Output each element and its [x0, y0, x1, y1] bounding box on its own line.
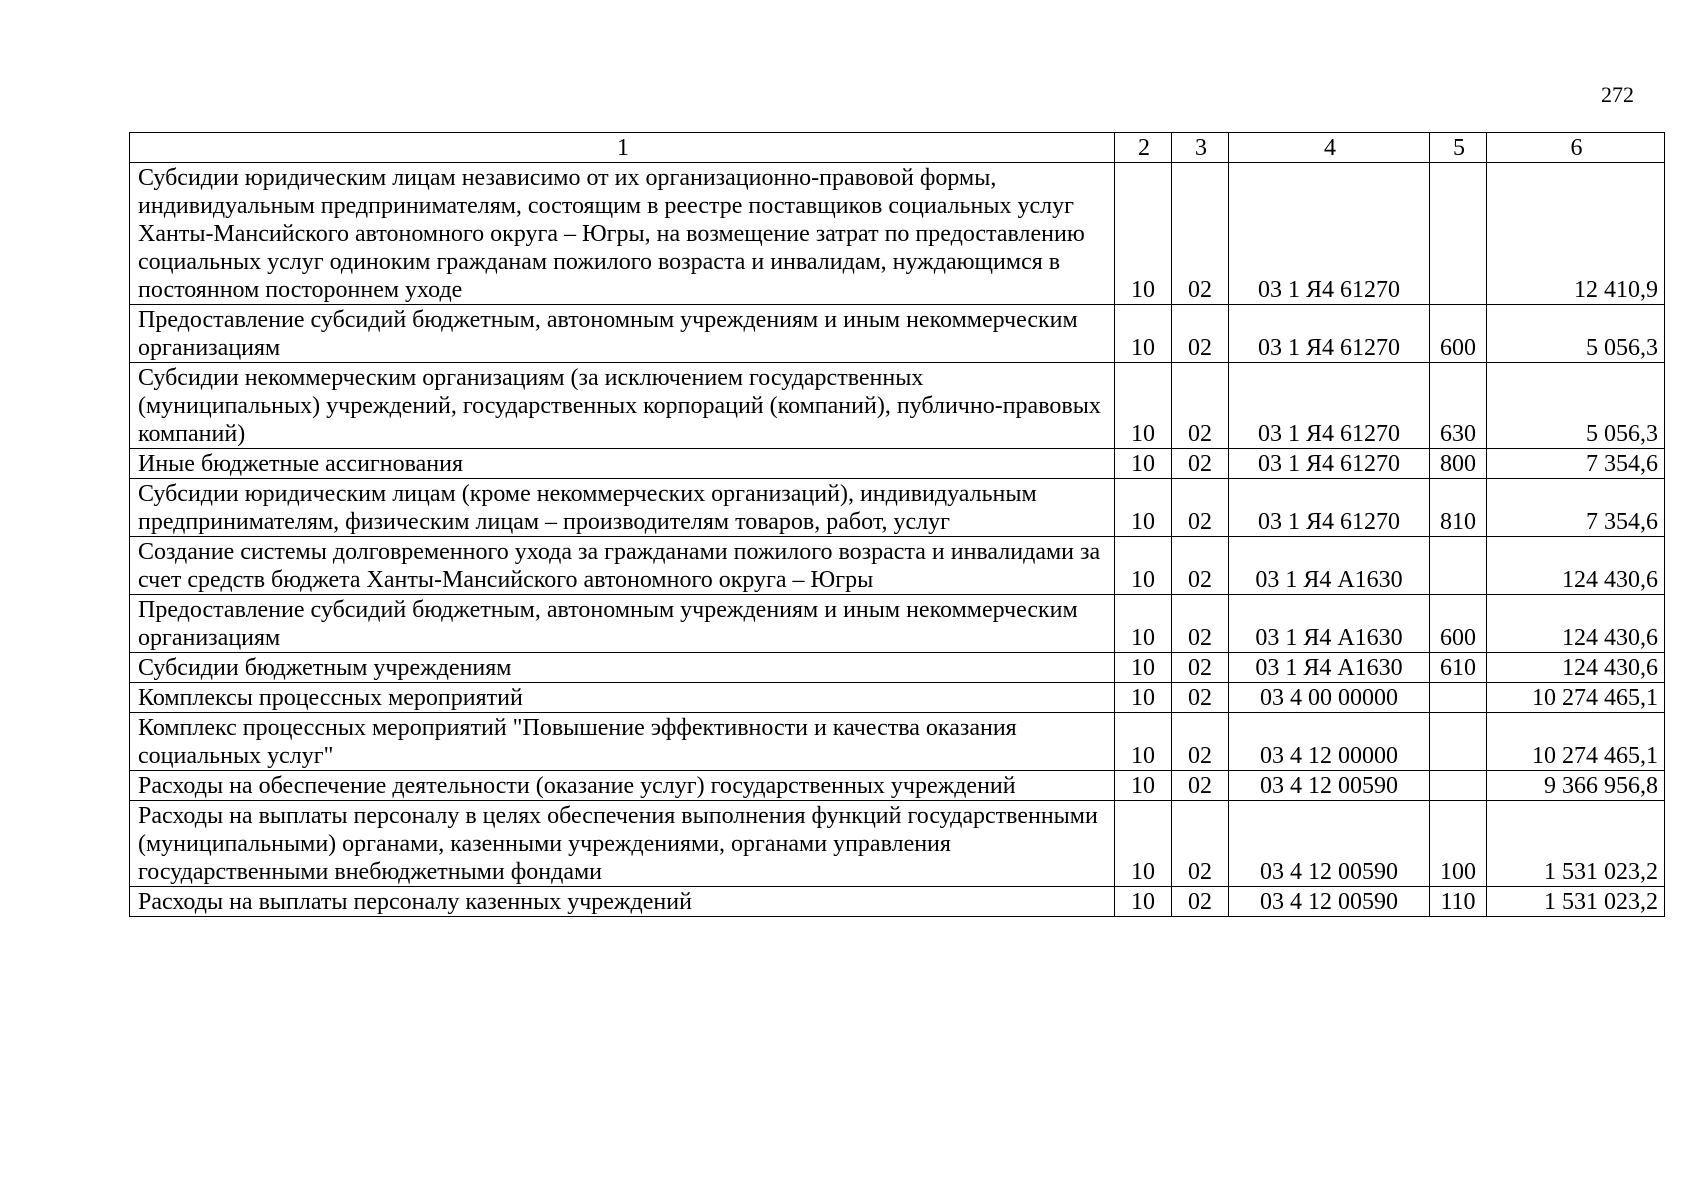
row-section: 10	[1115, 713, 1172, 771]
row-amount: 1 531 023,2	[1487, 801, 1665, 887]
row-section: 10	[1115, 683, 1172, 713]
row-target-article: 03 4 12 00590	[1229, 801, 1430, 887]
row-description: Предоставление субсидий бюджетным, автономным учреждениям и иным некоммерческим организациям	[130, 305, 1115, 363]
row-expense-type: 600	[1430, 595, 1487, 653]
row-subsection: 02	[1172, 771, 1229, 801]
table-row	[130, 595, 1665, 653]
header-col-5: 5	[1430, 133, 1487, 163]
table-row	[130, 449, 1665, 479]
row-section: 10	[1115, 771, 1172, 801]
row-description: Субсидии юридическим лицам независимо от их организационно-правовой формы, индивидуальным предпринимателям, состоящим в реестре поставщиков социальных услуг Ханты-Мансийского автономного округа – Югры, на возмещение затрат по предоставлению социальных услуг одиноким гражданам пожилого возраста и инвалидам, нуждающимся в постоянном постороннем уходе	[130, 163, 1115, 305]
row-amount: 5 056,3	[1487, 305, 1665, 363]
row-expense-type	[1430, 163, 1487, 305]
row-target-article: 03 1 Я4 А1630	[1229, 537, 1430, 595]
row-section: 10	[1115, 479, 1172, 537]
page-number: 272	[1601, 82, 1634, 107]
row-section: 10	[1115, 163, 1172, 305]
row-description: Иные бюджетные ассигнования	[130, 449, 1115, 479]
table-row	[130, 653, 1665, 683]
row-description: Комплекс процессных мероприятий "Повышение эффективности и качества оказания социальных услуг"	[130, 713, 1115, 771]
row-section: 10	[1115, 537, 1172, 595]
row-subsection: 02	[1172, 713, 1229, 771]
row-target-article: 03 4 12 00590	[1229, 887, 1430, 917]
header-col-1: 1	[130, 133, 1115, 163]
header-col-4: 4	[1229, 133, 1430, 163]
table-row	[130, 713, 1665, 771]
row-amount: 1 531 023,2	[1487, 887, 1665, 917]
row-amount: 12 410,9	[1487, 163, 1665, 305]
table-body	[130, 163, 1665, 917]
row-section: 10	[1115, 305, 1172, 363]
row-subsection: 02	[1172, 163, 1229, 305]
row-amount: 10 274 465,1	[1487, 683, 1665, 713]
row-description: Субсидии бюджетным учреждениям	[130, 653, 1115, 683]
row-section: 10	[1115, 449, 1172, 479]
row-target-article: 03 1 Я4 61270	[1229, 363, 1430, 449]
row-target-article: 03 1 Я4 61270	[1229, 305, 1430, 363]
row-expense-type: 630	[1430, 363, 1487, 449]
row-target-article: 03 1 Я4 61270	[1229, 479, 1430, 537]
row-amount: 124 430,6	[1487, 595, 1665, 653]
table-row	[130, 537, 1665, 595]
row-section: 10	[1115, 887, 1172, 917]
row-description: Субсидии некоммерческим организациям (за исключением государственных (муниципальных) учреждений, государственных корпораций (компаний), публично-правовых компаний)	[130, 363, 1115, 449]
table-row	[130, 305, 1665, 363]
table-row	[130, 479, 1665, 537]
table-row	[130, 683, 1665, 713]
row-expense-type: 100	[1430, 801, 1487, 887]
header-col-3: 3	[1172, 133, 1229, 163]
row-amount: 124 430,6	[1487, 537, 1665, 595]
header-col-2: 2	[1115, 133, 1172, 163]
row-description: Комплексы процессных мероприятий	[130, 683, 1115, 713]
table-row	[130, 363, 1665, 449]
row-subsection: 02	[1172, 595, 1229, 653]
row-subsection: 02	[1172, 887, 1229, 917]
row-subsection: 02	[1172, 363, 1229, 449]
row-expense-type: 800	[1430, 449, 1487, 479]
row-target-article: 03 4 12 00590	[1229, 771, 1430, 801]
row-target-article: 03 1 Я4 61270	[1229, 449, 1430, 479]
row-target-article: 03 1 Я4 А1630	[1229, 653, 1430, 683]
row-expense-type: 110	[1430, 887, 1487, 917]
table-row	[130, 887, 1665, 917]
row-amount: 7 354,6	[1487, 449, 1665, 479]
row-section: 10	[1115, 363, 1172, 449]
row-amount: 124 430,6	[1487, 653, 1665, 683]
row-subsection: 02	[1172, 479, 1229, 537]
table-row	[130, 163, 1665, 305]
row-description: Расходы на обеспечение деятельности (оказание услуг) государственных учреждений	[130, 771, 1115, 801]
header-col-6: 6	[1487, 133, 1665, 163]
row-subsection: 02	[1172, 683, 1229, 713]
row-subsection: 02	[1172, 653, 1229, 683]
budget-table	[129, 132, 1665, 917]
row-expense-type	[1430, 683, 1487, 713]
row-description: Расходы на выплаты персоналу казенных учреждений	[130, 887, 1115, 917]
table-row	[130, 771, 1665, 801]
row-expense-type	[1430, 713, 1487, 771]
row-target-article: 03 4 00 00000	[1229, 683, 1430, 713]
row-subsection: 02	[1172, 801, 1229, 887]
row-amount: 9 366 956,8	[1487, 771, 1665, 801]
row-description: Расходы на выплаты персоналу в целях обеспечения выполнения функций государственными (муниципальными) органами, казенными учреждениями, органами управления государственными внебюджетными фондами	[130, 801, 1115, 887]
row-section: 10	[1115, 801, 1172, 887]
row-subsection: 02	[1172, 305, 1229, 363]
row-section: 10	[1115, 653, 1172, 683]
row-description: Создание системы долговременного ухода за гражданами пожилого возраста и инвалидами за счет средств бюджета Ханты-Мансийского автономного округа – Югры	[130, 537, 1115, 595]
row-amount: 10 274 465,1	[1487, 713, 1665, 771]
table-header	[130, 133, 1665, 163]
row-section: 10	[1115, 595, 1172, 653]
row-expense-type	[1430, 771, 1487, 801]
row-expense-type: 610	[1430, 653, 1487, 683]
row-expense-type	[1430, 537, 1487, 595]
row-target-article: 03 4 12 00000	[1229, 713, 1430, 771]
header-row	[130, 133, 1665, 163]
row-target-article: 03 1 Я4 61270	[1229, 163, 1430, 305]
row-subsection: 02	[1172, 537, 1229, 595]
row-expense-type: 600	[1430, 305, 1487, 363]
row-description: Субсидии юридическим лицам (кроме некоммерческих организаций), индивидуальным предпринимателям, физическим лицам – производителям товаров, работ, услуг	[130, 479, 1115, 537]
row-subsection: 02	[1172, 449, 1229, 479]
row-expense-type: 810	[1430, 479, 1487, 537]
row-description: Предоставление субсидий бюджетным, автономным учреждениям и иным некоммерческим организациям	[130, 595, 1115, 653]
row-amount: 7 354,6	[1487, 479, 1665, 537]
row-amount: 5 056,3	[1487, 363, 1665, 449]
row-target-article: 03 1 Я4 А1630	[1229, 595, 1430, 653]
table-row	[130, 801, 1665, 887]
